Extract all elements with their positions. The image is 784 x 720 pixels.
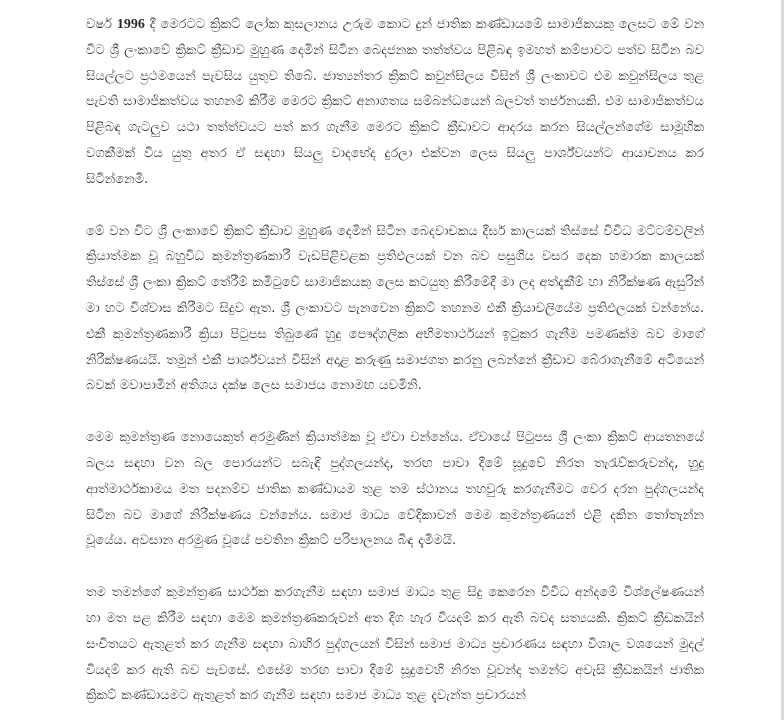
paragraph-3: මෙම කුමන්ත්‍රණ නොයෙකුත් අරමුණින් ක්‍රියාත්මක වූ ඒවා වන්නේය. ඒවායේ පිටුපස ශ්‍රී ලංකා ක්‍රිකට් ආයතනයේ බලය සඳහා වන බල පොරයන්ට සබැඳි පුද්ගලයන්ද, තරඟ පාවා දීමේ සූදුවේ නිරත තැරැව්කරුවන්ද, හුදු ආත්මාර්ථකාමය මත පදනම්ව ජාතික කණ්ඩායම තුළ තම ස්ථානය තහවුරු කරගැනීමට වෙර දරන පුද්ගලයන්ද සිටින බව මාගේ නිරීක්ෂණය වන්නේය. සමාජ මාධ්‍ය වේදිකාවන් මෙම කුමන්ත්‍රණයන් එළි දකින තෝතැන්න වූයේය. අවසාන අරමුණ වූයේ පවතින ක්‍රිකට් පරිපාලනය බිඳ දැමීමයි. — [86, 430, 704, 549]
paragraph-1-lead: වර්ෂ — [86, 17, 117, 32]
paragraph-2: මේ වන විට ශ්‍රී ලංකාවේ ක්‍රිකට් ක්‍රීඩාව මුහුණ දෙමින් සිටින බෙදවාචකය දීර්ඝ කාලයක් තිස්සේ විවිධ මට්ටම්වලින් ක්‍රියාත්මක වූ බහුවිධ කුමන්ත්‍රණකාරී වැඩපිළිවළක ප්‍රතිඵලයක් වන බව පසුගිය වසර දෙක හමාරක කාලයක් තිස්සේ ශ්‍රී ලංකා ක්‍රිකට් තේරීම් කමිටුවේ සාමාජිකයකු ලෙස කටයුතු කිරීමේදී මා ලද අත්දැකීම් හා නිරීක්ෂණ ඇසුරින් මා හට විශ්වාස කිරීමට සිදුව ඇත. ශ්‍රී ලංකාවට පැනවෙන ක්‍රිකට් තහනම එකී ක්‍රියාවලියේම ප්‍රතිඵලයක් වන්නේය. එකී කුමන්ත්‍රණකාරී ක්‍රියා පිටුපස තිබුණේ හුදු පෞද්ගලික අභිමතාර්ථයන් ඉටුකර ගැනීම පමණක්ම බව මාගේ නිරීක්ෂණයයි. තමුන් එකී පාර්ශ්වයන් විසින් අදාළ කරුණු සමාජගත කරනු ලබන්නේ ක්‍රීඩාව බේරාගැනීමේ අටියෙන් බවක් මවාපාමින් අතිශය දක්ෂ ලෙස සමාජය නොමඟ යවමිනි. — [86, 223, 704, 394]
document-body — [86, 12, 704, 720]
paragraph-4: තම තමන්ගේ කුමන්ත්‍රණ සාර්ථක කරගැනීම සඳහා සමාජ මාධ්‍ය තුළ සිදු කෙරෙන විවිධ අන්දමේ විශ්ලේෂණයන් හා මත පළ කිරීම සඳහා මෙම කුමන්ත්‍රණකරුවන් අත දිග හැර වියදම් කර ඇති බවද සත්‍යයකි. ක්‍රිකට් ක්‍රීඩකයින් සංචිතයට ඇතුළත් කර ගැනීම සඳහා බාහිර පුද්ගලයන් විසින් සමාජ මාධ්‍ය ප්‍රචාරණය සඳහා විශාල වශයෙන් මුදල් වියදම් කර ඇති බව පැවසේ. එසේම තරඟ පාවා දීමේ සූදුවෙහි නිරත වූවන්ද තමන්ට අවැසි ක්‍රීඩකයින් ජාතික ක්‍රිකට් කණ්ඩායමට ඇතුළත් කර ගැනීම සඳහා සමාජ මාධ්‍ය තුළ දැවැන්ත ප්‍රචාරයන් — [86, 585, 704, 704]
paragraph-1 — [86, 12, 704, 193]
paragraph-1-text: දී මෙරටට ක්‍රිකට් ලෝක කුසලානය උරුම කොට දුන් ජාතික කණ්ඩායමේ සාමාජිකයකු ලෙසට මේ වන විට ශ්‍රී ලංකාවේ ක්‍රිකට් ක්‍රීඩාව මුහුණ දෙමින් සිටින බෙදජනක තත්ත්වය පිළිබඳ ඉමහත් කම්පාවට පත්ව සිටින බව සියල්ලට ප්‍රථමයෙන් පැවසිය යුතුව තිබේ. ජාත්‍යන්තර ක්‍රිකට් කවුන්සිලය විසින් ශ්‍රී ලංකාවට එම කවුන්සිලය තුළ පැවති සාමාජිකත්වය තහනම් කිරීම මෙරට ක්‍රිකට් අනාගතය සම්බන්ධයෙන් බලවත් තර්ජනයකි. එම සාමාජිකත්වය පිළිබඳ ගැටලුව යථා තත්ත්වයට පත් කර ගැනීම මෙරට ක්‍රිකට් ක්‍රීඩාවට ආදරය කරන සියල්ලන්ගේම සාමූහික වගකීමක් විය යුතු අතර ඒ සඳහා සියලු වාදභේද දුරලා එක්වන ලෙස සියලු පාර්ශ්වයන්ට ආයාචනය කර සිටින්නෙමි. — [86, 17, 704, 187]
year-number: 1996 — [116, 17, 145, 32]
